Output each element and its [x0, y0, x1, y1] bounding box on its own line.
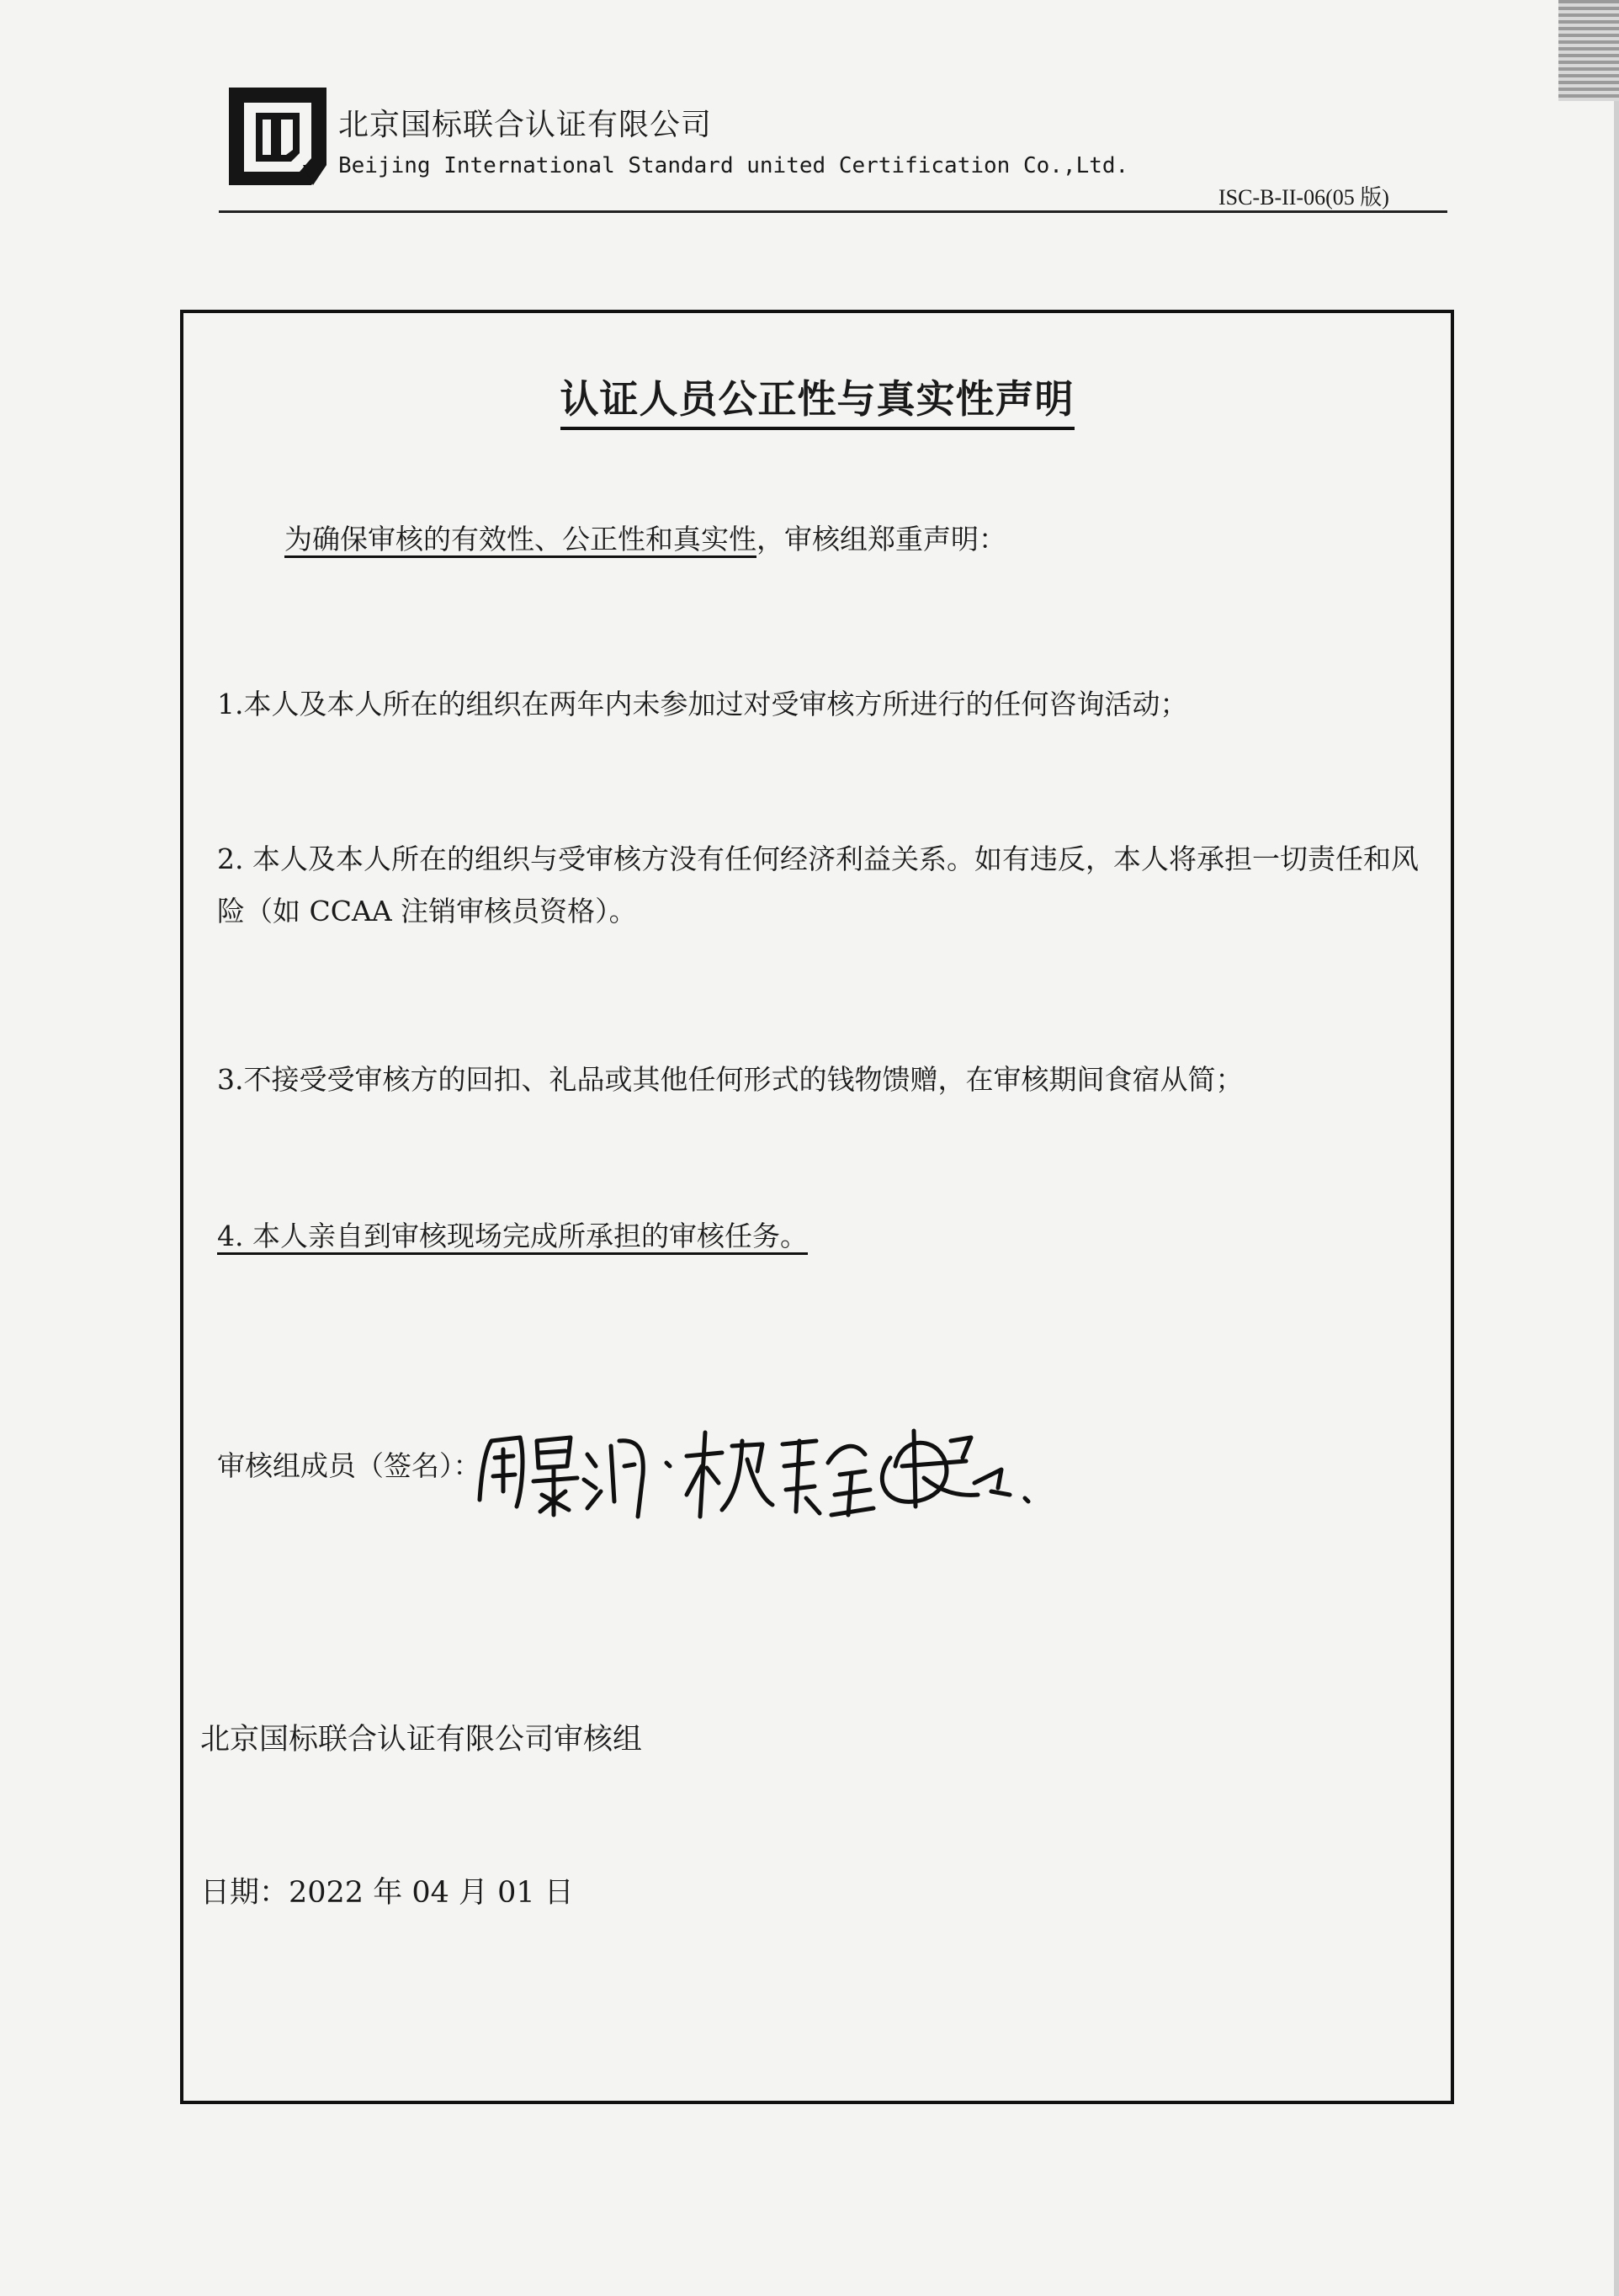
- form-code: ISC-B-II-06(05 版): [1218, 185, 1389, 210]
- signature-1: [480, 1438, 643, 1517]
- company-name-cn: 北京国标联合认证有限公司: [338, 108, 713, 142]
- intro-underlined-text: 为确保审核的有效性、公正性和真实性: [284, 523, 756, 558]
- scan-strip: [1558, 0, 1619, 101]
- signature-row: [217, 1407, 1395, 1525]
- declaration-date: 日期：2022 年 04 月 01 日: [200, 1876, 574, 1910]
- declaration-item-4: [217, 1210, 808, 1262]
- signature-dot-1: [666, 1463, 670, 1466]
- declaration-item-3: 3.不接受受审核方的回扣、礼品或其他任何形式的钱物馈赠，在审核期间食宿从简；: [217, 1063, 1244, 1096]
- declaration-frame: [180, 310, 1454, 2104]
- document-title: [183, 369, 1451, 424]
- declaration-item-4-text: 4. 本人亲自到审核现场完成所承担的审核任务。: [217, 1220, 808, 1255]
- signature-2: [687, 1432, 873, 1517]
- company-logo-icon: [226, 84, 330, 189]
- intro-paragraph: [284, 513, 1006, 566]
- company-name-en: Beijing International Standard united Certification Co.,Ltd.: [338, 153, 1129, 178]
- signature-label: 审核组成员（签名）：: [217, 1449, 481, 1482]
- document-title-text: 认证人员公正性与真实性声明: [560, 376, 1075, 430]
- signature-dot-2: [1025, 1498, 1028, 1501]
- intro-rest-text: ，审核组郑重声明：: [756, 523, 1006, 555]
- letterhead: [226, 77, 1454, 246]
- signature-3: [882, 1431, 1010, 1507]
- declaration-item-1: 1.本人及本人所在的组织在两年内未参加过对受审核方所进行的任何咨询活动；: [217, 688, 1188, 720]
- declaration-item-2: 2. 本人及本人所在的组织与受审核方没有任何经济利益关系。如有违反，本人将承担一切责任和风险（如 CCAA 注销审核员资格）。: [217, 842, 1419, 927]
- header-rule: [219, 210, 1447, 213]
- handwritten-signatures: [470, 1407, 1042, 1525]
- scan-edge: [1614, 101, 1619, 2296]
- audit-team-organization: 北京国标联合认证有限公司审核组: [200, 1723, 643, 1757]
